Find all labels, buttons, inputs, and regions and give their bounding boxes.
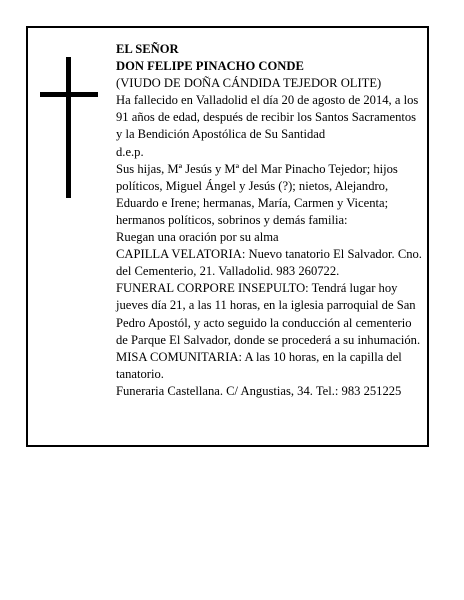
cross-vertical-bar — [66, 57, 71, 198]
mass-info: MISA COMUNITARIA: A las 10 horas, en la capilla del tanatorio. — [116, 349, 402, 381]
widower-line: (VIUDO DE DOÑA CÁNDIDA TEJEDOR OLITE) — [116, 76, 382, 91]
cross-horizontal-bar — [40, 92, 98, 97]
notice-title: EL SEÑOR — [116, 42, 179, 56]
prayer-request: Ruegan una oración por su alma — [116, 230, 279, 245]
death-announcement: Ha fallecido en Valladolid el día 20 de agosto de 2014, a los 91 años de edad, después de recibir los Santos Sacramentos y la Bendición Apostólica de Su Santidad — [116, 93, 419, 142]
funeral-info: FUNERAL CORPORE INSEPULTO: Tendrá lugar hoy jueves día 21, a las 11 horas, en la iglesia parroquial de San Pedro Apostól, y acto seguido la conducción al cementerio de Parque El Salvador, donde se procederá a su inhumación. — [116, 281, 421, 347]
funeral-home-info: Funeraria Castellana. C/ Angustias, 34. Tel.: 983 251225 — [116, 383, 402, 398]
chapel-info: CAPILLA VELATORIA: Nuevo tanatorio El Salvador. Cno. del Cementerio, 21. Valladolid. 983 260722. — [116, 247, 422, 279]
deceased-name: DON FELIPE PINACHO CONDE — [116, 59, 304, 74]
obituary-notice — [26, 26, 429, 447]
cross-icon — [40, 57, 98, 198]
family-list: Sus hijas, Mª Jesús y Mª del Mar Pinacho Tejedor; hijos políticos, Miguel Ángel y Jesús (?); nietos, Alejandro, Eduardo e Irene; hermanas, María, Carmen y Vicenta; hermanos políticos, sobrinos y demás familia: — [116, 161, 398, 227]
rest-in-peace: d.e.p. — [116, 144, 144, 159]
obituary-text — [116, 41, 424, 400]
